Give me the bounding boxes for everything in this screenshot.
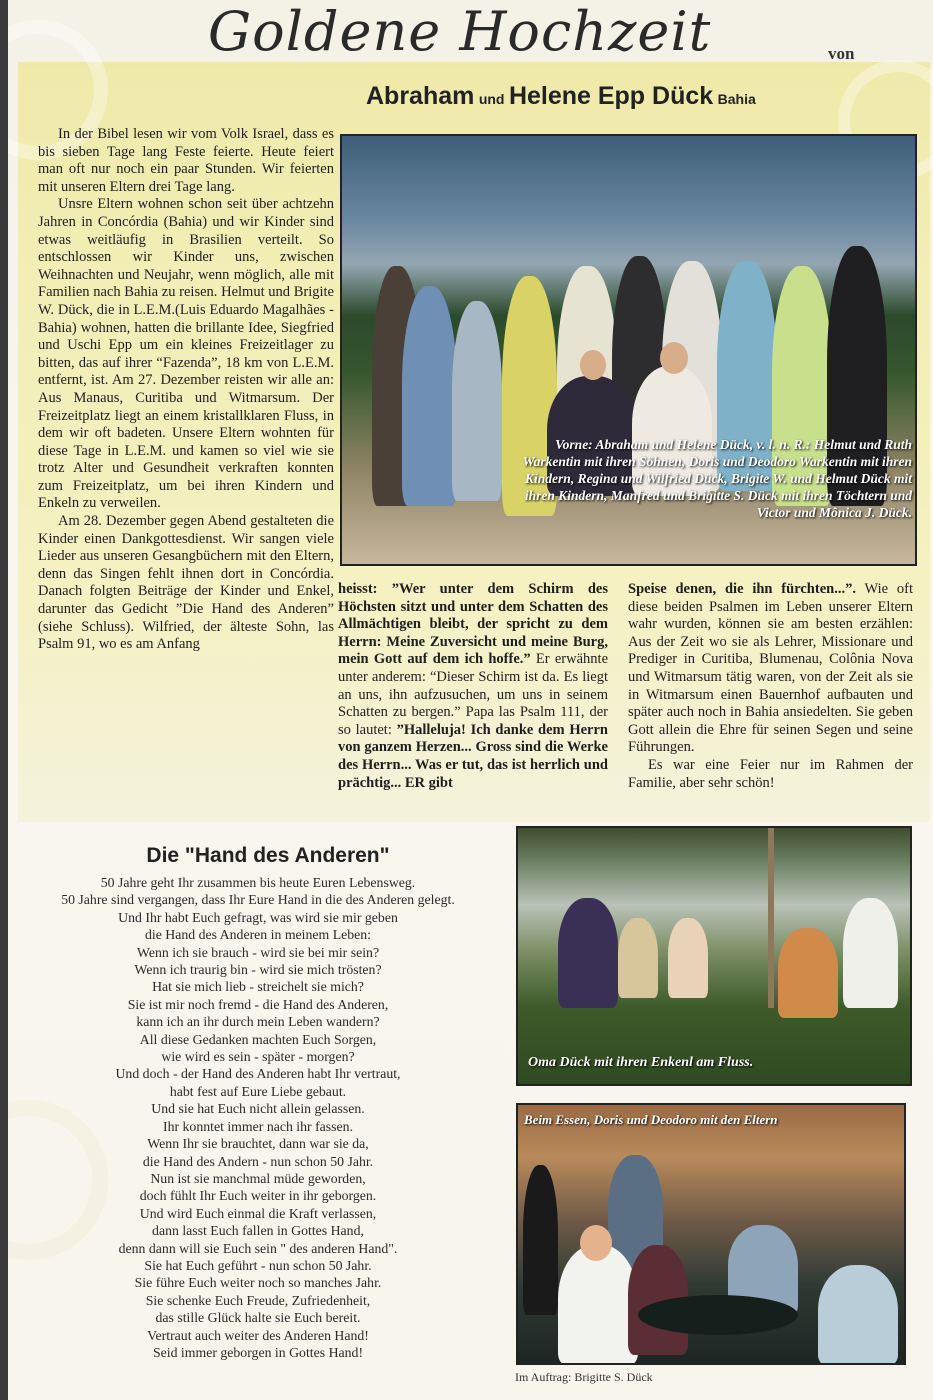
family-group-photo bbox=[340, 134, 917, 566]
poem-line: Und wird Euch einmal die Kraft verlassen, bbox=[139, 1205, 377, 1221]
article-text: Wie oft diese beiden Psalmen im Leben unserer Eltern wahr wurden, können sie am besten erzählen: Aus der Zeit wo sie als Lehrer, Missionare und Prediger in Curitiba, Blumenau, Colônia Nova und Witmarsum tätig waren, von der Zeit als sie in Witmarsum einen Bauernhof aufbauten und später auch noch in Bahia ansiedelten. Sie geben Gott allein die Ehre für seinen Segen und seine Führungen. bbox=[628, 581, 913, 756]
subtitle-name-1: Abraham bbox=[366, 82, 475, 110]
psalm-111-quote: ”Halleluja! Ich danke dem Herrn von ganzem Herzen... Gross sind die Werke des Herrn... Was er tut, das ist herrlich und prächtig... ER gibt bbox=[338, 721, 608, 791]
poem-line: Vertraut auch weiter des Anderen Hand! bbox=[147, 1327, 369, 1343]
poem-line: Sie ist mir noch fremd - die Hand des Anderen, bbox=[127, 996, 389, 1012]
title-von: von bbox=[828, 44, 855, 63]
poem-title: Die "Hand des Anderen" bbox=[146, 844, 390, 867]
poem-line: Wenn ich sie brauch - wird sie bei mir sein? bbox=[136, 944, 380, 960]
poem-line: wie wird es sein - später - morgen? bbox=[161, 1049, 355, 1065]
person-silhouette bbox=[558, 1245, 638, 1365]
subtitle-name-2: Helene Epp Dück bbox=[508, 82, 714, 110]
poem-line: All diese Gedanken machten Euch Sorgen, bbox=[139, 1031, 377, 1047]
poem-line: 50 Jahre geht Ihr zusammen bis heute Euren Lebensweg. bbox=[100, 875, 416, 890]
article-column-2 bbox=[338, 581, 608, 792]
poem-line: die Hand des Anderen in meinem Leben: bbox=[144, 927, 372, 943]
poem-line: 50 Jahre sind vergangen, dass Ihr Eure Hand in die des Anderen gelegt. bbox=[61, 892, 455, 908]
family-photo-caption: Vorne: Abraham und Helene Dück, v. l. n. R.: Helmut und Ruth Warkentin mit ihren Söhnen, Doris und Deodoro Warkentin mit ihren Kindern, Regina und Wilfried Dück, Brigite W. und Helmut Dück mit ihren Kindern, Manfred und Brigitte S. Dück mit ihren Töchtern und Victor und Mônica J. Dück. bbox=[522, 437, 912, 520]
grandfather-head bbox=[660, 342, 688, 374]
person-silhouette bbox=[818, 1265, 898, 1365]
dinner-photo bbox=[516, 1103, 906, 1365]
magazine-page bbox=[8, 0, 933, 1400]
poem-line: Nun ist sie manchmal müde geworden, bbox=[150, 1170, 366, 1186]
poem-line: kann ich an ihr durch mein Leben wandern? bbox=[136, 1014, 380, 1030]
article-column-1 bbox=[38, 126, 334, 654]
article-paragraph: Es war eine Feier nur im Rahmen der Familie, aber sehr schön! bbox=[628, 756, 913, 791]
page-title: Goldene Hochzeit bbox=[208, 0, 712, 63]
person-silhouette bbox=[668, 918, 708, 998]
woman-head bbox=[580, 1225, 612, 1261]
poem-line: denn dann will sie Euch sein " des anderen Hand". bbox=[118, 1240, 398, 1256]
subtitle-place: Bahia bbox=[717, 91, 756, 107]
person-silhouette bbox=[778, 928, 838, 1018]
poem-line: Und doch - der Hand des Anderen habt Ihr vertraut, bbox=[115, 1066, 401, 1082]
psalm-91-quote: heisst: ”Wer unter dem Schirm des Höchsten sitzt und unter dem Schatten des Allmächtigen bleibt, der spricht zu dem Herrn: Meine Zuversicht und meine Burg, mein Gott auf dem ich hoffe.” bbox=[338, 581, 608, 668]
river-photo bbox=[516, 826, 912, 1086]
poem-line: Sie führe Euch weiter noch so manches Jahr. bbox=[134, 1275, 382, 1291]
page-subtitle bbox=[366, 82, 756, 111]
poem-line: Und Ihr habt Euch gefragt, was wird sie mir geben bbox=[118, 909, 398, 925]
poem-line: Sie schenke Euch Freude, Zufriedenheit, bbox=[145, 1292, 371, 1308]
poem-line: Ihr konntet immer nach ihr fassen. bbox=[162, 1118, 354, 1134]
poem-body bbox=[28, 874, 488, 1361]
dinner-table bbox=[638, 1295, 798, 1335]
poem-line: Sie hat Euch geführt - nun schon 50 Jahr. bbox=[144, 1257, 372, 1273]
dinner-photo-caption: Beim Essen, Doris und Deodoro mit den Eltern bbox=[524, 1112, 778, 1127]
psalm-111-quote-end: Speise denen, die ihn fürchten...”. bbox=[628, 581, 856, 597]
person-silhouette bbox=[523, 1165, 558, 1315]
article-column-3 bbox=[628, 581, 913, 792]
poem-line: das stille Glück halte sie Euch bereit. bbox=[155, 1310, 361, 1326]
grandmother-head bbox=[580, 350, 606, 380]
article-paragraph: Unsre Eltern wohnen schon seit über achtzehn Jahren in Concórdia (Bahia) und wir Kinder sind etwas weitläufig in Brasilien verteilt. So entschlossen wir Kinder uns, zwischen Weihnachten und Neujahr, wenn möglich, alle mit Familien nach Bahia zu reisen. Helmut und Brigite W. Dück, die in L.E.M.(Luis Eduardo Magalhães - Bahia) wohnen, hatten die brillante Idee, Siegfried und Uschi Epp um ein kleines Freizeitlager zu bitten, das auf ihrer “Fazenda”, 18 km von L.E.M. entfernt, ist. Am 27. Dezember reisten wir alle an: Aus Manaus, Curitiba und Witmarsum. Der Freizeitplatz liegt an einem kristallklaren Fluss, in dem wir oft badeten. Unsere Eltern wohnten für diese Tage in L.E.M. und kamen so viel wie sie trotz Alter und Gesundheit verkraften konnten zum Freizeitplatz, um bei ihren Kindern und Enkeln zu verweilen. bbox=[38, 196, 334, 512]
subtitle-und: und bbox=[478, 91, 505, 107]
credit-line: Im Auftrag: Brigitte S. Dück bbox=[515, 1370, 653, 1384]
poem-line: habt fest auf Eure Liebe gebaut. bbox=[169, 1083, 347, 1099]
poem-line: doch fühlt Ihr Euch weiter in ihr geborgen. bbox=[139, 1188, 377, 1204]
person-silhouette bbox=[843, 898, 898, 1008]
poem-line: dann lasst Euch fallen in Gottes Hand, bbox=[152, 1223, 364, 1239]
article-paragraph: In der Bibel lesen wir vom Volk Israel, dass es bis sieben Tage lang Feste feierte. Heute feiert man oft nur noch ein paar Stunden. Wir feierten mit unseren Eltern drei Tage lang. bbox=[38, 126, 334, 195]
person-silhouette bbox=[618, 918, 658, 998]
article-text: Er erwähnte unter anderem: “Dieser Schirm ist da. Es liegt an uns, ihn aufzusuchen, um uns in seinem Schatten zu bergen.” Papa las Psalm 111, der so lautet: bbox=[338, 651, 609, 738]
person-silhouette bbox=[452, 301, 502, 501]
umbrella-pole bbox=[768, 828, 774, 1008]
poem-line: Und sie hat Euch nicht allein gelassen. bbox=[151, 1101, 365, 1117]
article-paragraph: Am 28. Dezember gegen Abend gestalteten die Kinder einen Dankgottesdienst. Wir sangen viele Lieder aus unseren Gesangbüchern mit den Eltern, denn das Singen fehlt ihnen dort in Concórdia. Danach folgten Beiträge der Kinder und Enkel, darunter das Gedicht ”Die Hand des Anderen” (siehe Schluss). Wilfried, der älteste Sohn, las Psalm 91, wo es am Anfang bbox=[38, 513, 334, 653]
river-photo-caption: Oma Dück mit ihren Enkenl am Fluss. bbox=[528, 1055, 754, 1070]
poem-line: Hat sie mich lieb - streichelt sie mich? bbox=[152, 979, 364, 995]
poem-line: Wenn ich traurig bin - wird sie mich trösten? bbox=[134, 962, 382, 978]
poem-line: Seid immer geborgen in Gottes Hand! bbox=[152, 1344, 364, 1360]
poem-line: die Hand des Andern - nun schon 50 Jahr. bbox=[142, 1153, 374, 1169]
person-silhouette bbox=[558, 898, 618, 1008]
poem-line: Wenn Ihr sie brauchtet, dann war sie da, bbox=[147, 1136, 369, 1152]
person-silhouette bbox=[402, 286, 457, 506]
